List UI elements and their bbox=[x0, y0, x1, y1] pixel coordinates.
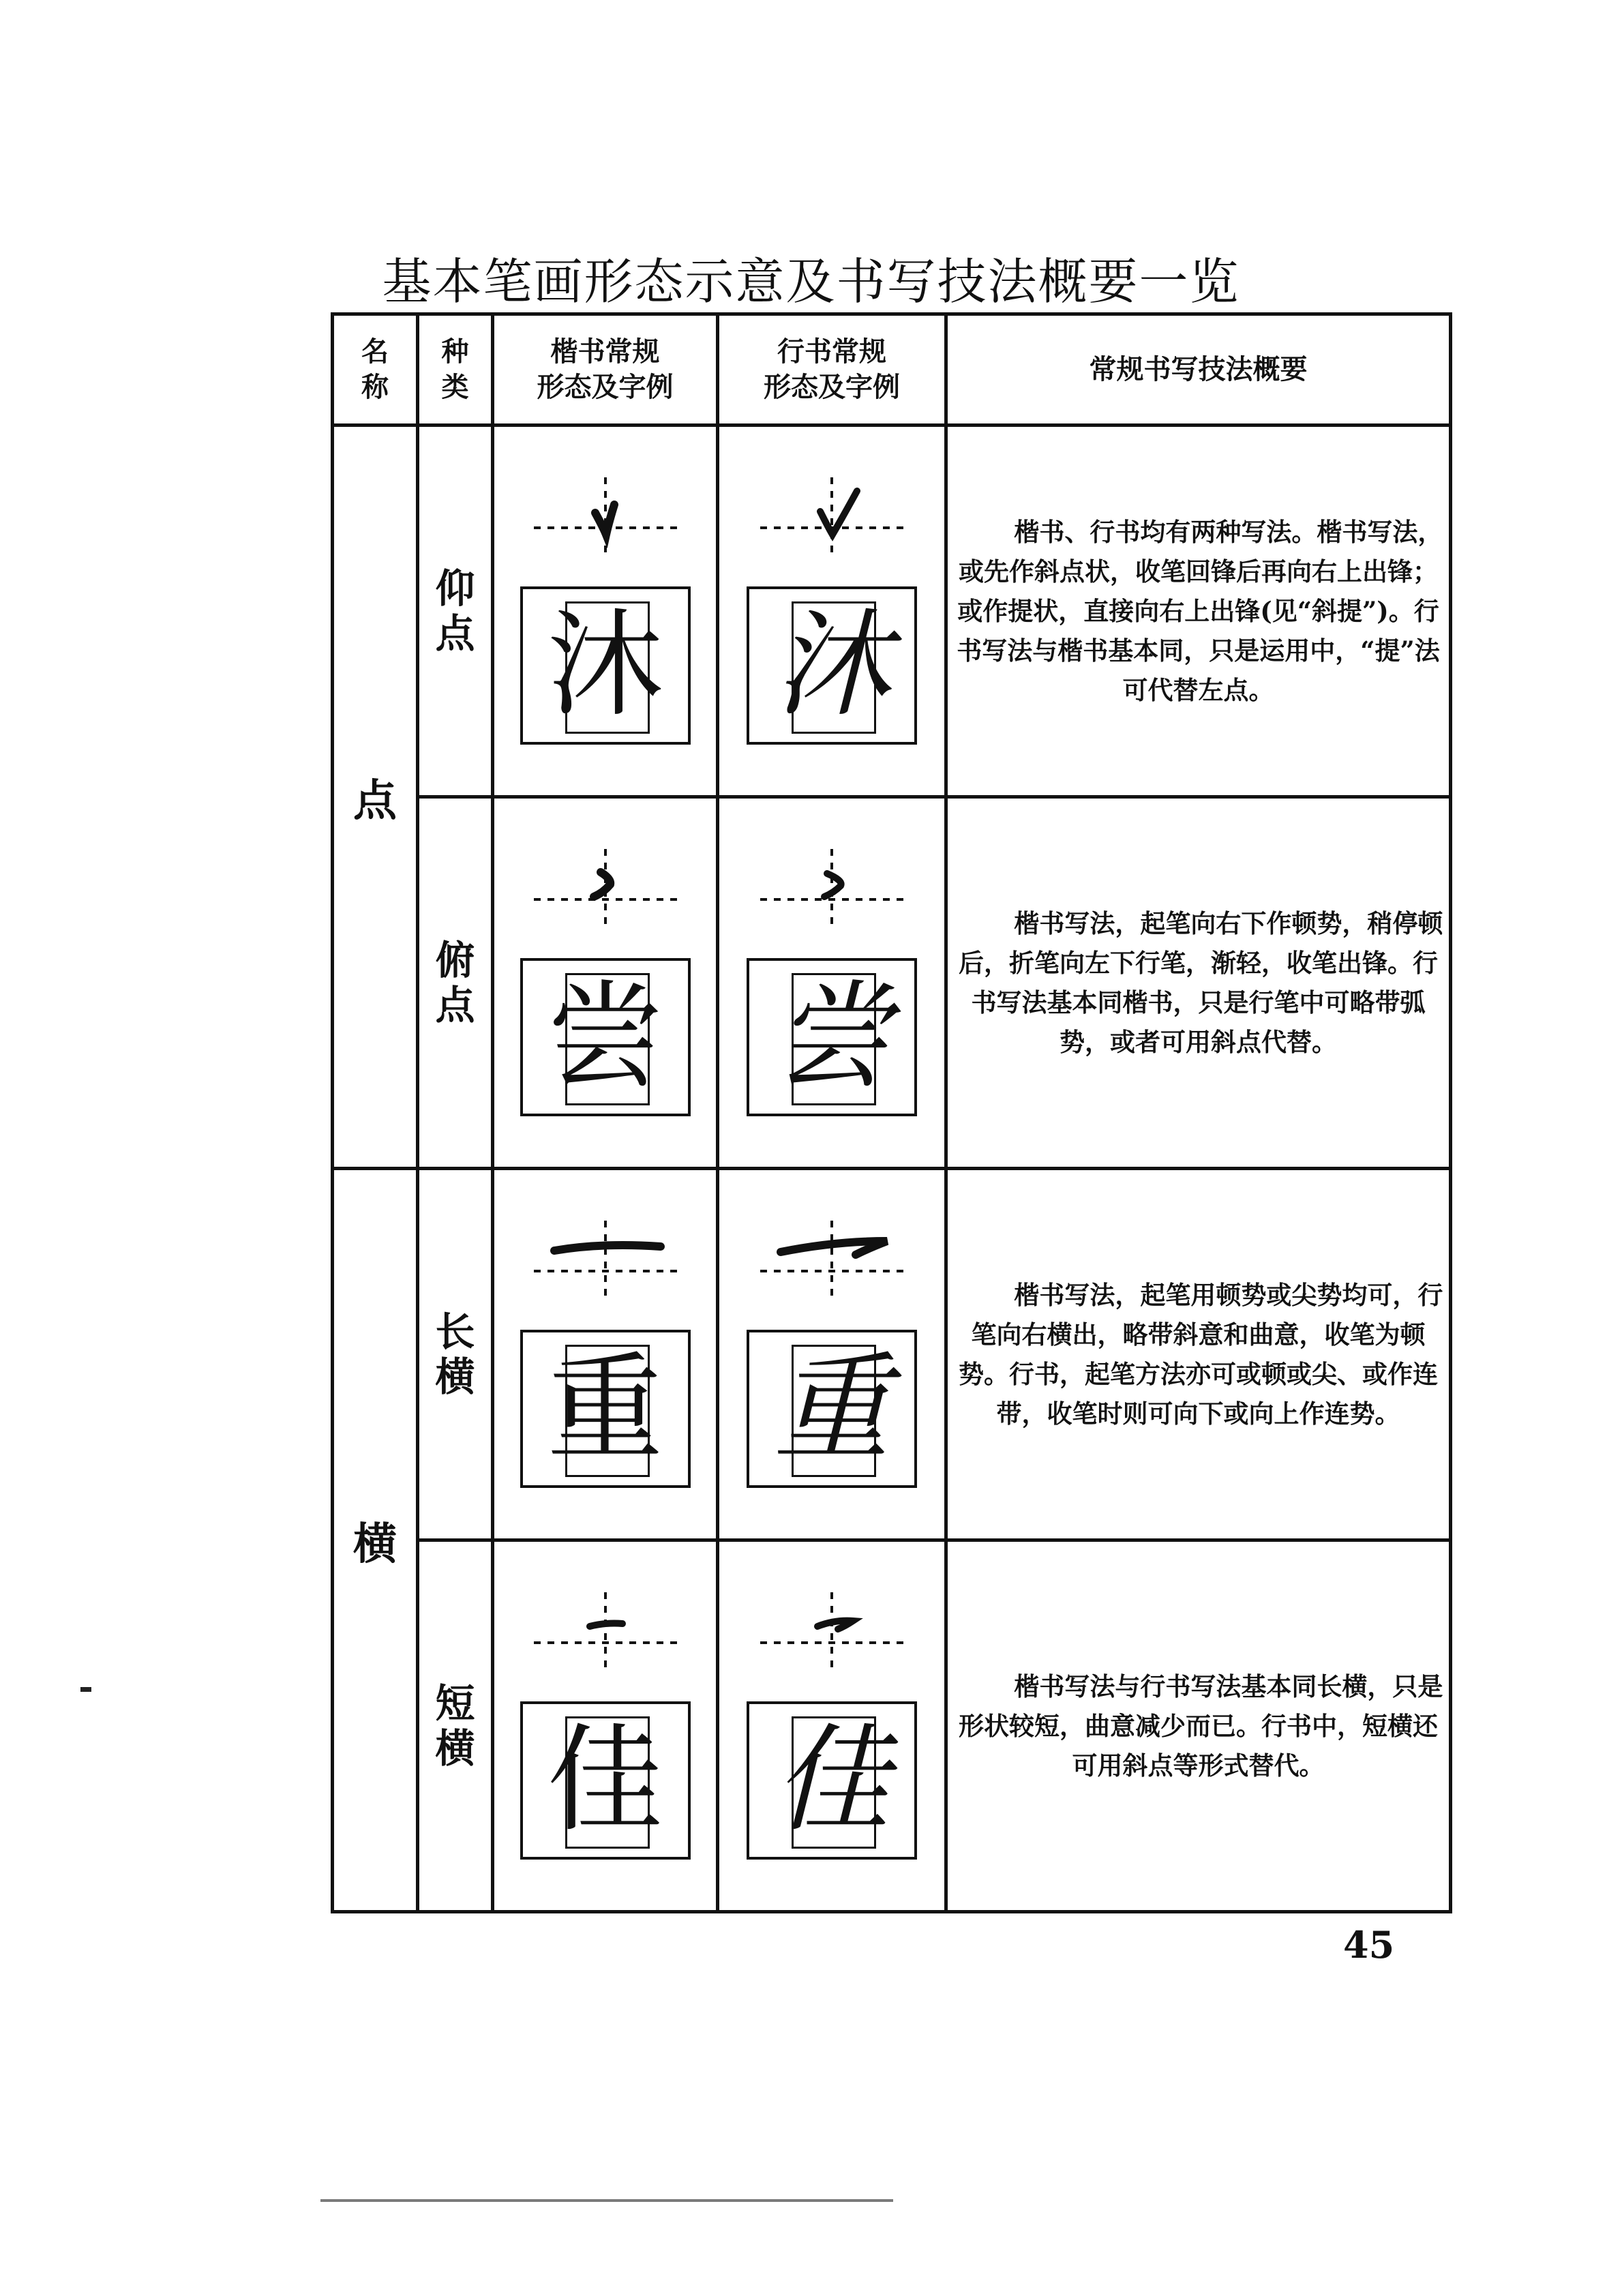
stroke-diagram bbox=[753, 849, 910, 931]
table-row bbox=[333, 797, 1451, 1169]
scan-artifact bbox=[320, 2199, 893, 2202]
header-kaishu: 楷书常规 形态及字例 bbox=[493, 314, 718, 426]
xingshu-example bbox=[718, 1169, 946, 1540]
example-character: 沐 bbox=[773, 598, 890, 733]
page-number: 45 bbox=[1343, 1923, 1395, 1967]
char-frame bbox=[747, 958, 917, 1116]
header-xingshu: 行书常规 形态及字例 bbox=[718, 314, 946, 426]
char-frame bbox=[520, 586, 691, 745]
kaishu-example bbox=[493, 426, 718, 797]
char-frame bbox=[520, 958, 691, 1116]
header-name: 名 称 bbox=[333, 314, 418, 426]
char-frame bbox=[520, 1330, 691, 1488]
xingshu-example bbox=[718, 797, 946, 1169]
xingshu-example bbox=[718, 426, 946, 797]
stroke-diagram bbox=[527, 1221, 684, 1302]
technique-description: 楷书写法，起笔向右下作顿势，稍停顿后，折笔向左下行笔，渐轻，收笔出锋。行书写法基本同楷书，只是行笔中可略带弧势，或者可用斜点代替。 bbox=[946, 797, 1451, 1169]
technique-description: 楷书、行书均有两种写法。楷书写法，或先作斜点状，收笔回锋后再向右上出锋；或作提状，直接向右上出锋(见“斜提”)。行书写法与楷书基本同，只是运用中，“提”法可代替左点。 bbox=[946, 426, 1451, 797]
header-type: 种 类 bbox=[418, 314, 493, 426]
stroke-diagram bbox=[753, 1221, 910, 1302]
example-character: 重 bbox=[547, 1341, 663, 1476]
table-row bbox=[333, 1169, 1451, 1540]
char-frame bbox=[747, 586, 917, 745]
char-frame bbox=[747, 1330, 917, 1488]
stroke-guide-table bbox=[331, 312, 1452, 1913]
stroke-diagram bbox=[527, 477, 684, 559]
kaishu-example bbox=[493, 1169, 718, 1540]
example-character: 重 bbox=[773, 1341, 890, 1476]
kaishu-example bbox=[493, 797, 718, 1169]
type-duanheng: 短 横 bbox=[418, 1540, 493, 1912]
stroke-diagram bbox=[527, 1592, 684, 1674]
type-changheng: 长 横 bbox=[418, 1169, 493, 1540]
example-character: 沐 bbox=[547, 598, 663, 733]
type-fudian: 俯 点 bbox=[418, 797, 493, 1169]
char-frame bbox=[747, 1701, 917, 1860]
example-character: 佳 bbox=[773, 1713, 890, 1848]
technique-description: 楷书写法与行书写法基本同长横，只是形状较短，曲意减少而已。行书中，短横还可用斜点等形式替代。 bbox=[946, 1540, 1451, 1912]
header-row bbox=[333, 314, 1451, 426]
page-title: 基本笔画形态示意及书写技法概要一览 bbox=[382, 253, 1240, 310]
kaishu-example bbox=[493, 1540, 718, 1912]
table-row bbox=[333, 1540, 1451, 1912]
scan-artifact bbox=[80, 1687, 91, 1692]
category-dian: 点 bbox=[333, 426, 418, 1169]
char-frame bbox=[520, 1701, 691, 1860]
example-character: 佳 bbox=[547, 1713, 663, 1848]
table-row bbox=[333, 426, 1451, 797]
example-character: 尝 bbox=[547, 970, 663, 1105]
technique-description: 楷书写法，起笔用顿势或尖势均可，行笔向右横出，略带斜意和曲意，收笔为顿势。行书，起笔方法亦可或顿或尖、或作连带，收笔时则可向下或向上作连势。 bbox=[946, 1169, 1451, 1540]
category-heng: 横 bbox=[333, 1169, 418, 1912]
stroke-diagram bbox=[527, 849, 684, 931]
xingshu-example bbox=[718, 1540, 946, 1912]
type-yangdian: 仰 点 bbox=[418, 426, 493, 797]
stroke-diagram bbox=[753, 477, 910, 559]
stroke-diagram bbox=[753, 1592, 910, 1674]
header-technique: 常规书写技法概要 bbox=[946, 314, 1451, 426]
example-character: 尝 bbox=[773, 970, 890, 1105]
